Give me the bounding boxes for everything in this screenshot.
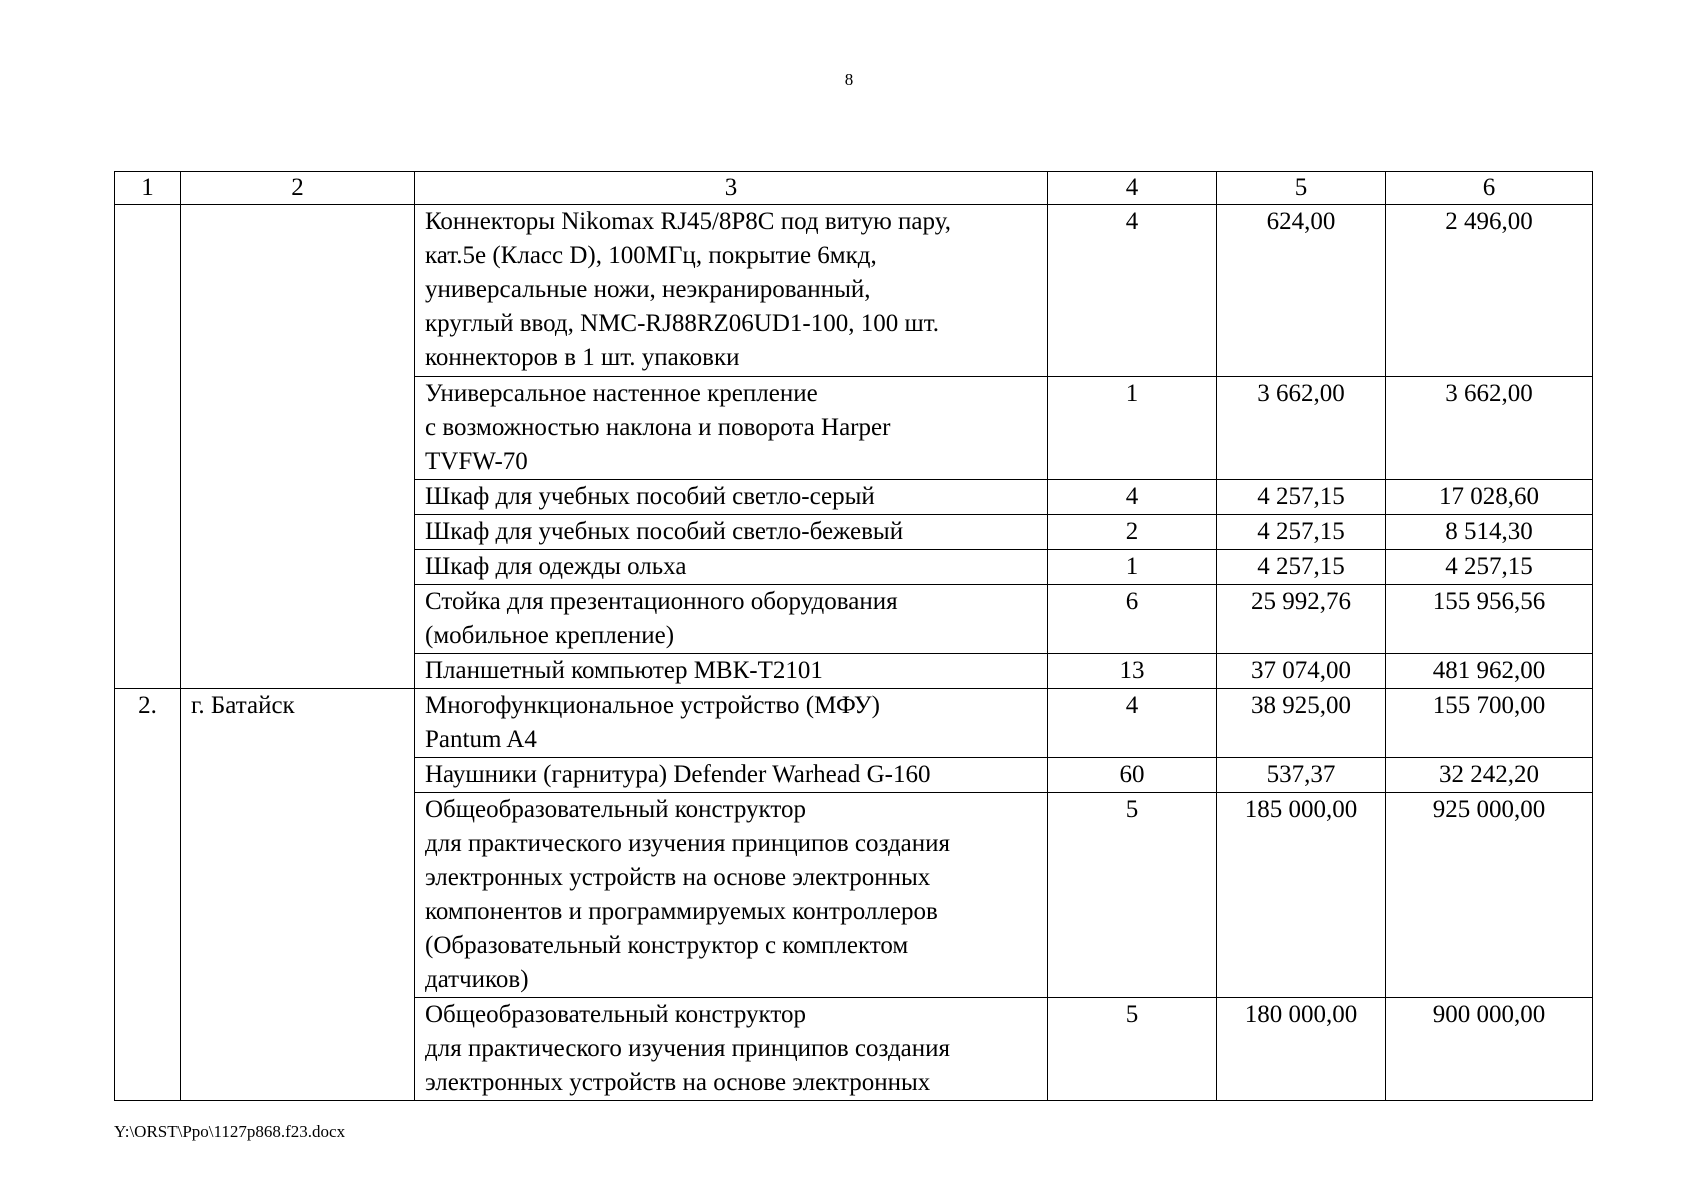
item-description: Общеобразовательный конструктор для практического изучения принципов создания электронных устройств на основе электронных: [415, 998, 1048, 1101]
item-total: 481 962,00: [1386, 654, 1593, 689]
header-cell: 6: [1386, 172, 1593, 205]
item-quantity: 4: [1048, 205, 1217, 377]
item-quantity: 6: [1048, 585, 1217, 654]
row-number-cell: 2.: [115, 689, 181, 1101]
header-cell: 5: [1217, 172, 1386, 205]
item-quantity: 5: [1048, 998, 1217, 1101]
item-price: 37 074,00: [1217, 654, 1386, 689]
item-total: 900 000,00: [1386, 998, 1593, 1101]
page-number: 8: [844, 70, 854, 89]
item-total: 925 000,00: [1386, 793, 1593, 998]
header-cell: 3: [415, 172, 1048, 205]
row-number-cell: [115, 205, 181, 689]
document-file-path: Y:\ORST\Ppo\1127p868.f23.docx: [114, 1122, 346, 1141]
item-quantity: 5: [1048, 793, 1217, 998]
item-total: 8 514,30: [1386, 515, 1593, 550]
item-total: 32 242,20: [1386, 758, 1593, 793]
item-price: 4 257,15: [1217, 550, 1386, 585]
item-total: 4 257,15: [1386, 550, 1593, 585]
item-description: Универсальное настенное крепление с возможностью наклона и поворота Harper TVFW-70: [415, 377, 1048, 480]
item-total: 3 662,00: [1386, 377, 1593, 480]
item-description: Шкаф для учебных пособий светло-бежевый: [415, 515, 1048, 550]
item-price: 180 000,00: [1217, 998, 1386, 1101]
item-description: Многофункциональное устройство (МФУ) Pantum A4: [415, 689, 1048, 758]
item-quantity: 4: [1048, 689, 1217, 758]
header-cell: 4: [1048, 172, 1217, 205]
items-table: [114, 171, 1593, 1101]
item-price: 3 662,00: [1217, 377, 1386, 480]
item-quantity: 60: [1048, 758, 1217, 793]
item-price: 624,00: [1217, 205, 1386, 377]
item-description: Коннекторы Nikomax RJ45/8P8C под витую пару, кат.5е (Класс D), 100МГц, покрытие 6мкд, универсальные ножи, неэкранированный, круглый ввод, NMC-RJ88RZ06UD1-100, 100 шт. коннекторов в 1 шт. упаковки: [415, 205, 1048, 377]
item-price: 537,37: [1217, 758, 1386, 793]
table-row: [115, 689, 1593, 758]
item-price: 4 257,15: [1217, 515, 1386, 550]
item-total: 2 496,00: [1386, 205, 1593, 377]
item-price: 38 925,00: [1217, 689, 1386, 758]
header-cell: 1: [115, 172, 181, 205]
item-price: 185 000,00: [1217, 793, 1386, 998]
item-total: 155 956,56: [1386, 585, 1593, 654]
item-description: Стойка для презентационного оборудования (мобильное крепление): [415, 585, 1048, 654]
item-total: 17 028,60: [1386, 480, 1593, 515]
item-description: Шкаф для учебных пособий светло-серый: [415, 480, 1048, 515]
item-price: 4 257,15: [1217, 480, 1386, 515]
item-quantity: 1: [1048, 550, 1217, 585]
item-quantity: 1: [1048, 377, 1217, 480]
item-description: Общеобразовательный конструктор для практического изучения принципов создания электронных устройств на основе электронных компонентов и программируемых контроллеров (Образовательный конструктор с комплектом датчиков): [415, 793, 1048, 998]
item-description: Шкаф для одежды ольха: [415, 550, 1048, 585]
item-description: Планшетный компьютер МВК-Т2101: [415, 654, 1048, 689]
table-row: [115, 205, 1593, 377]
header-row: [115, 172, 1593, 205]
item-quantity: 13: [1048, 654, 1217, 689]
municipality-cell: г. Батайск: [181, 689, 415, 1101]
item-quantity: 2: [1048, 515, 1217, 550]
item-price: 25 992,76: [1217, 585, 1386, 654]
item-quantity: 4: [1048, 480, 1217, 515]
item-description: Наушники (гарнитура) Defender Warhead G-160: [415, 758, 1048, 793]
header-cell: 2: [181, 172, 415, 205]
item-total: 155 700,00: [1386, 689, 1593, 758]
municipality-cell: [181, 205, 415, 689]
